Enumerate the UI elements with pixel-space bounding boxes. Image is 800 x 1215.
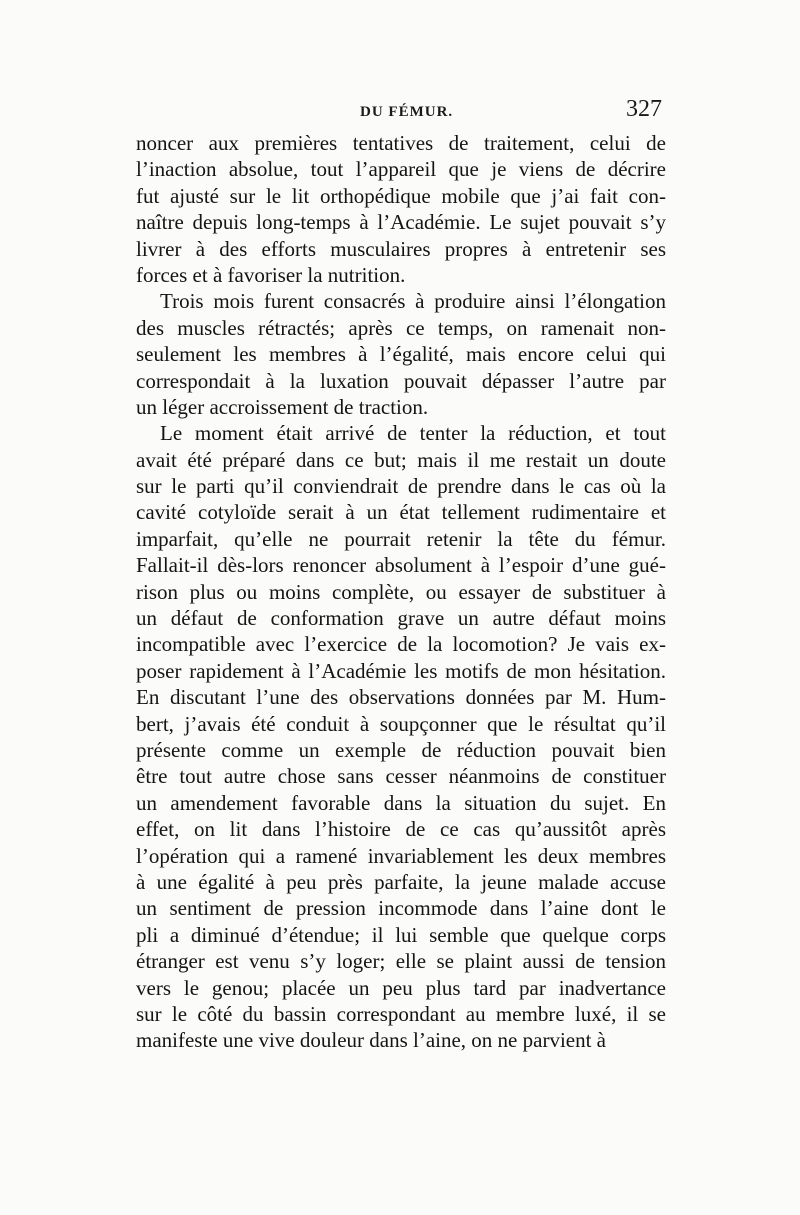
- text-line: correspondait à la luxation pouvait dépasser l’autre par: [136, 368, 666, 393]
- text-line: noncer aux premières tentatives de traitement, celui de: [136, 131, 666, 155]
- text-line: cavité cotyloïde serait à un état tellement rudimentaire et: [136, 500, 666, 525]
- text-line: livrer à des efforts musculaires propres à entretenir ses: [136, 236, 666, 261]
- text-line: un léger accroissement de traction.: [136, 394, 429, 419]
- paragraph: [136, 130, 666, 288]
- text-line: En discutant l’une des observations données par M. Hum-: [136, 685, 666, 710]
- paragraph: [136, 288, 666, 420]
- text-line: incompatible avec l’exercice de la locomotion? Je vais ex-: [136, 632, 666, 657]
- text-line: pli a diminué d’étendue; il lui semble que quelque corps: [136, 922, 666, 947]
- text-line: fut ajusté sur le lit orthopédique mobile que j’ai fait con-: [136, 183, 666, 208]
- body-text: [136, 130, 666, 1054]
- text-line: forces et à favoriser la nutrition.: [136, 262, 406, 287]
- text-line: imparfait, qu’elle ne pourrait retenir la tête du fémur.: [136, 526, 666, 551]
- text-line: l’opération qui a ramené invariablement les deux membres: [136, 843, 666, 868]
- text-line: seulement les membres à l’égalité, mais encore celui qui: [136, 342, 666, 367]
- text-line: avait été préparé dans ce but; mais il me restait un doute: [136, 447, 666, 472]
- text-line: un amendement favorable dans la situation du sujet. En: [136, 790, 666, 815]
- text-line: manifeste une vive douleur dans l’aine, on ne parvient à: [136, 1028, 606, 1053]
- text-line: Trois mois furent consacrés à produire ainsi l’élongation: [160, 289, 666, 314]
- text-line: poser rapidement à l’Académie les motifs de mon hésitation.: [136, 658, 666, 683]
- running-head: [0, 96, 800, 126]
- text-line: être tout autre chose sans cesser néanmoins de constituer: [136, 764, 666, 789]
- text-line: l’inaction absolue, tout l’appareil que je viens de décrire: [136, 157, 666, 182]
- text-line: Le moment était arrivé de tenter la réduction, et tout: [160, 421, 666, 446]
- text-line: présente comme un exemple de réduction pouvait bien: [136, 737, 666, 762]
- paragraph: [136, 420, 666, 1053]
- text-line: des muscles rétractés; après ce temps, on ramenait non-: [136, 315, 666, 340]
- text-line: un sentiment de pression incommode dans l’aine dont le: [136, 896, 666, 921]
- text-line: un défaut de conformation grave un autre défaut moins: [136, 606, 666, 631]
- running-head-title: DU FÉMUR.: [360, 104, 454, 120]
- text-line: étranger est venu s’y loger; elle se plaint aussi de tension: [136, 949, 666, 974]
- text-line: vers le genou; placée un peu plus tard par inadvertance: [136, 975, 666, 1000]
- text-line: rison plus ou moins complète, ou essayer de substituer à: [136, 579, 666, 604]
- text-line: à une égalité à peu près parfaite, la jeune malade accuse: [136, 869, 666, 894]
- text-line: sur le côté du bassin correspondant au membre luxé, il se: [136, 1001, 666, 1026]
- text-line: naître depuis long-temps à l’Académie. Le sujet pouvait s’y: [136, 210, 666, 235]
- text-line: bert, j’avais été conduit à soupçonner que le résultat qu’il: [136, 711, 666, 736]
- text-line: Fallait-il dès-lors renoncer absolument à l’espoir d’une gué-: [136, 553, 666, 578]
- page-number: 327: [626, 96, 662, 122]
- text-line: effet, on lit dans l’histoire de ce cas qu’aussitôt après: [136, 817, 666, 842]
- text-line: sur le parti qu’il conviendrait de prendre dans le cas où la: [136, 474, 666, 499]
